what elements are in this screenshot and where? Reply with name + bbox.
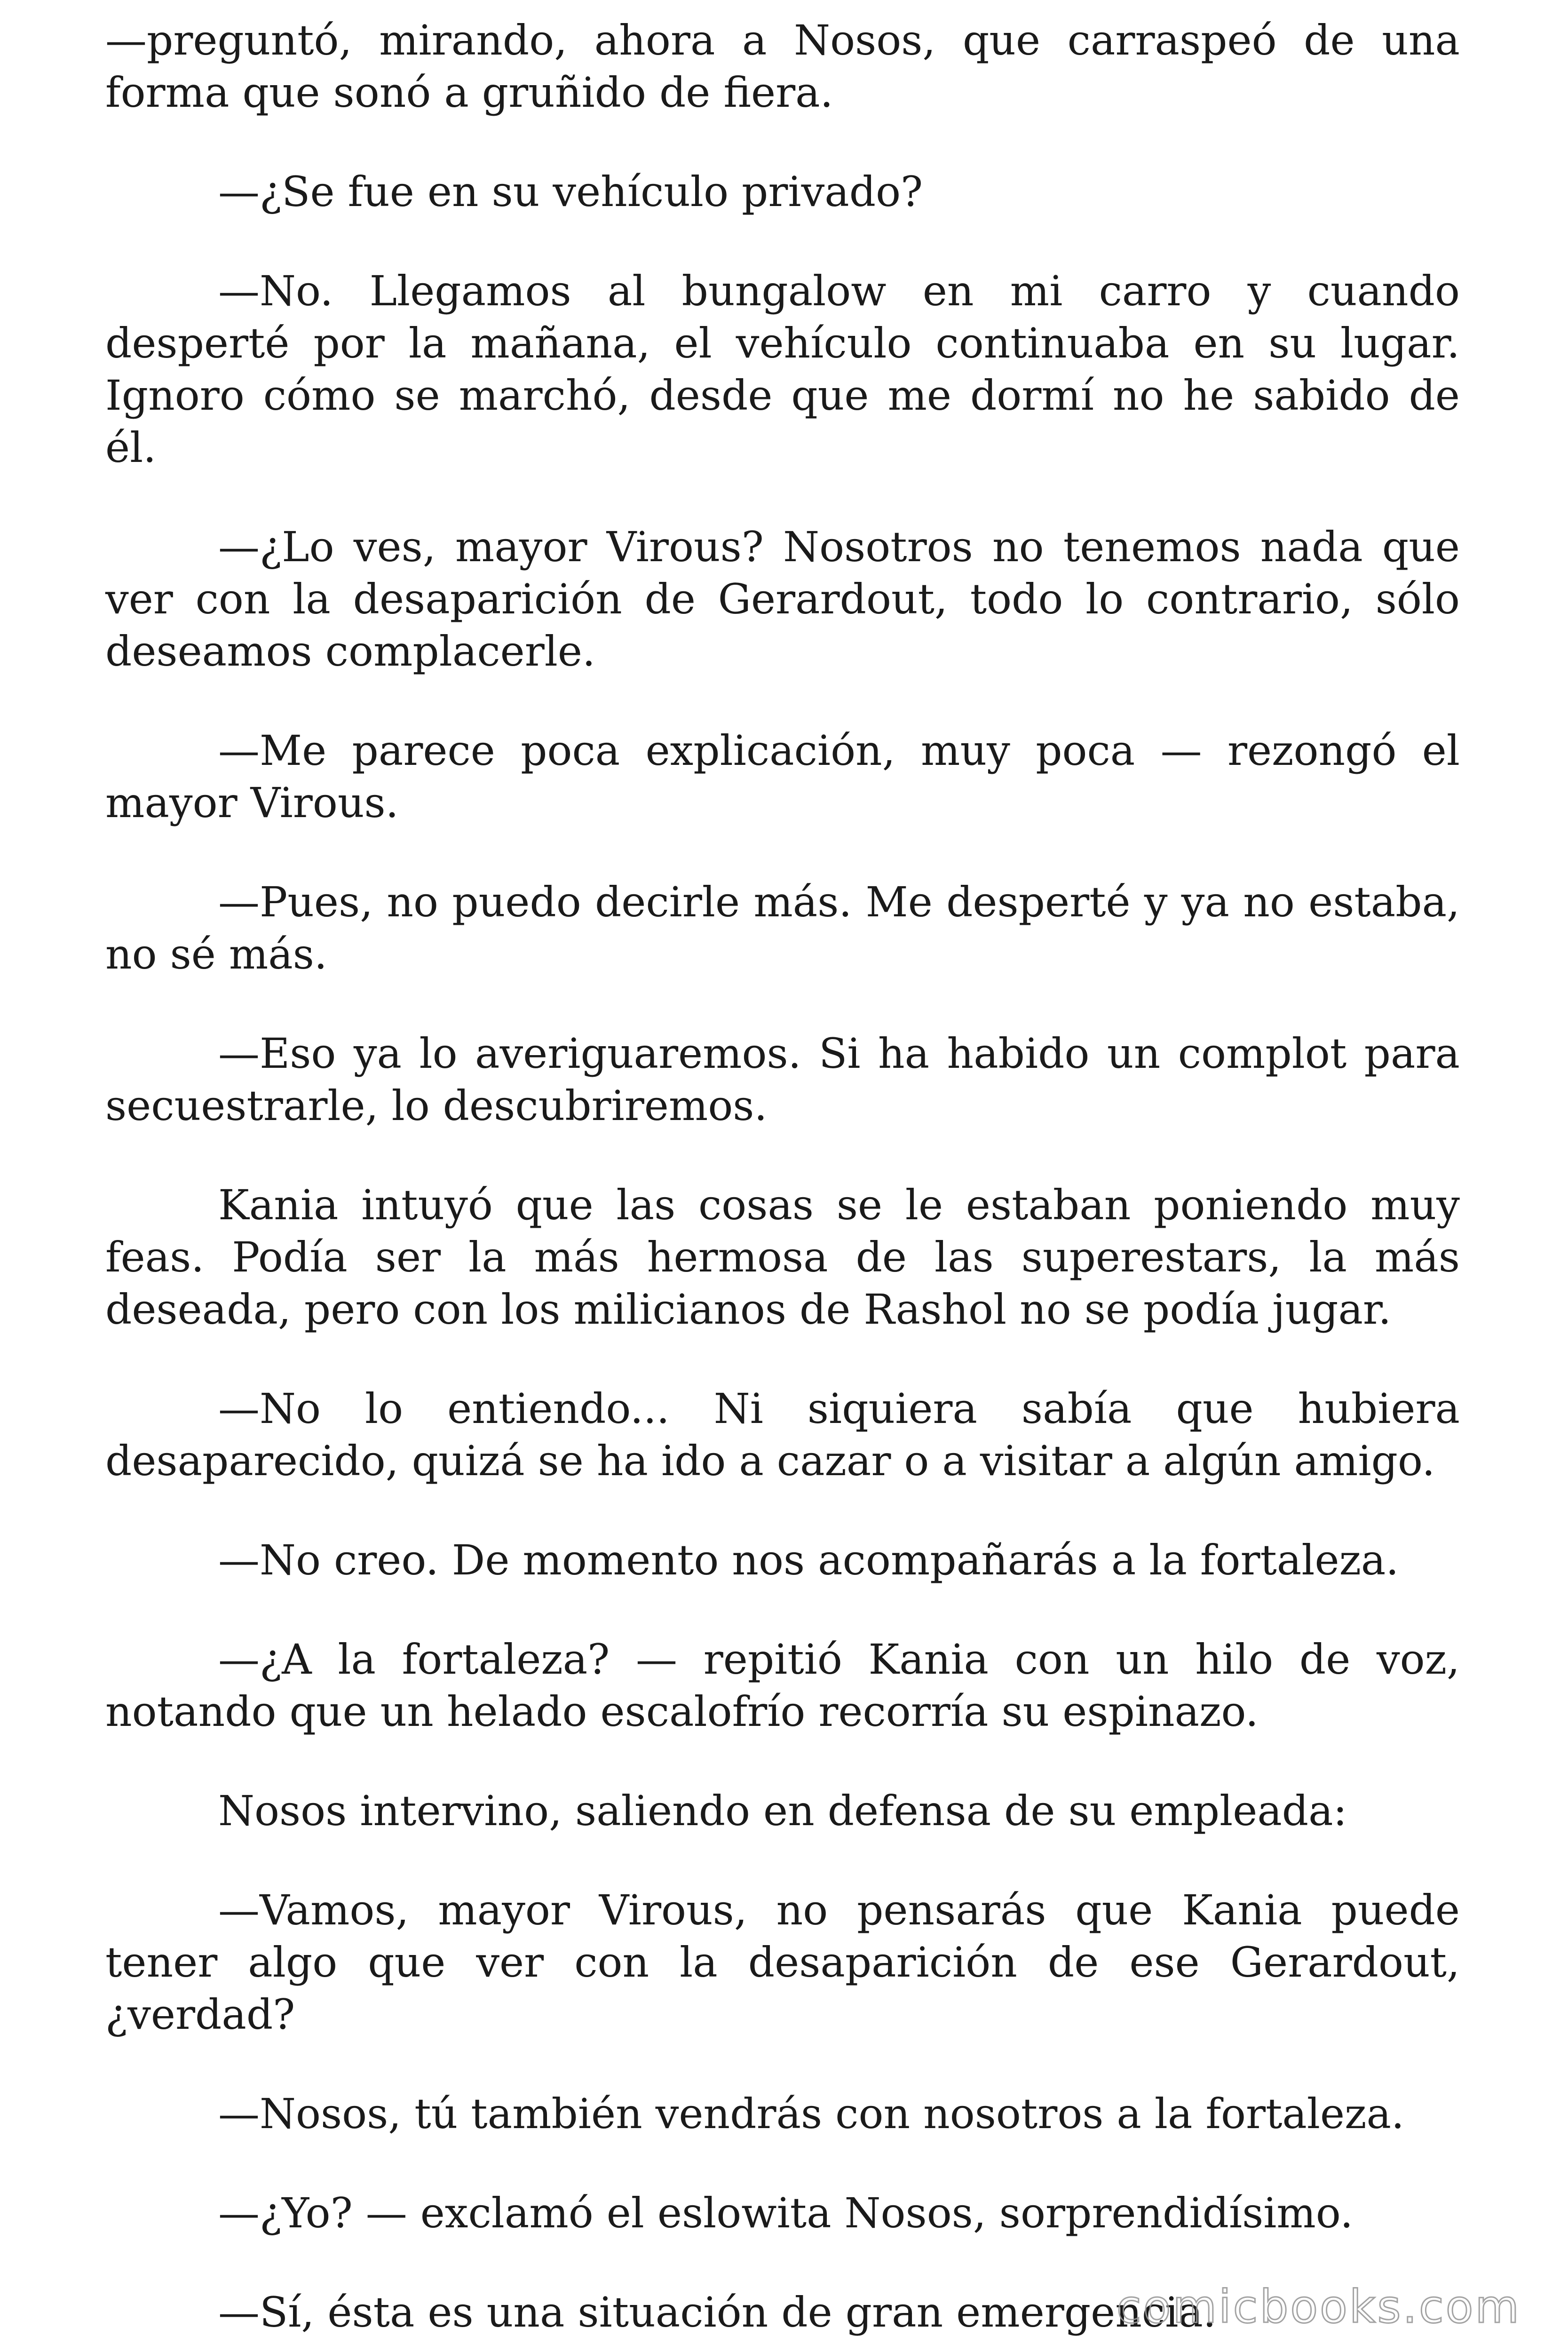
paragraph: Nosos intervino, saliendo en defensa de su empleada: <box>218 1787 1347 1835</box>
paragraph: —No creo. De momento nos acompañarás a la fortaleza. <box>218 1536 1399 1584</box>
page-body <box>105 14 1460 2352</box>
paragraph: —Eso ya lo averiguaremos. Si ha habido un complot para secuestrarle, lo descubriremos. <box>105 1029 1460 1130</box>
paragraph: —Nosos, tú también vendrás con nosotros a la fortaleza. <box>218 2090 1404 2138</box>
paragraph: Kania intuyó que las cosas se le estaban poniendo muy feas. Podía ser la más hermosa de las superestars, la más deseada, pero con los milicianos de Rashol no se podía jugar. <box>105 1181 1460 1334</box>
watermark-text: comicbooks.com <box>1116 2280 1521 2333</box>
paragraph: —No. Llegamos al bungalow en mi carro y cuando desperté por la mañana, el vehículo continuaba en su lugar. Ignoro cómo se marchó, desde que me dormí no he sabido de él. <box>105 267 1460 472</box>
paragraph: —¿Yo? — exclamó el eslowita Nosos, sorprendidísimo. <box>218 2189 1354 2237</box>
paragraph: —No lo entiendo... Ni siquiera sabía que hubiera desaparecido, quizá se ha ido a cazar o a visitar a algún amigo. <box>105 1384 1460 1485</box>
paragraph: —¿A la fortaleza? — repitió Kania con un hilo de voz, notando que un helado escalofrío recorría su espinazo. <box>105 1635 1460 1736</box>
paragraph: —Vamos, mayor Virous, no pensarás que Kania puede tener algo que ver con la desaparición de ese Gerardout, ¿verdad? <box>105 1886 1460 2039</box>
paragraph: —¿Se fue en su vehículo privado? <box>218 167 923 216</box>
paragraph: —preguntó, mirando, ahora a Nosos, que carraspeó de una forma que sonó a gruñido de fiera. <box>105 16 1460 117</box>
paragraph: —Pues, no puedo decirle más. Me desperté y ya no estaba, no sé más. <box>105 878 1460 978</box>
paragraph: —Sí, ésta es una situación de gran emergencia. <box>218 2288 1216 2336</box>
paragraph: —¿Lo ves, mayor Virous? Nosotros no tenemos nada que ver con la desaparición de Gerardout, todo lo contrario, sólo deseamos complacerle. <box>105 523 1460 675</box>
paragraph: —Me parece poca explicación, muy poca — rezongó el mayor Virous. <box>105 726 1460 827</box>
